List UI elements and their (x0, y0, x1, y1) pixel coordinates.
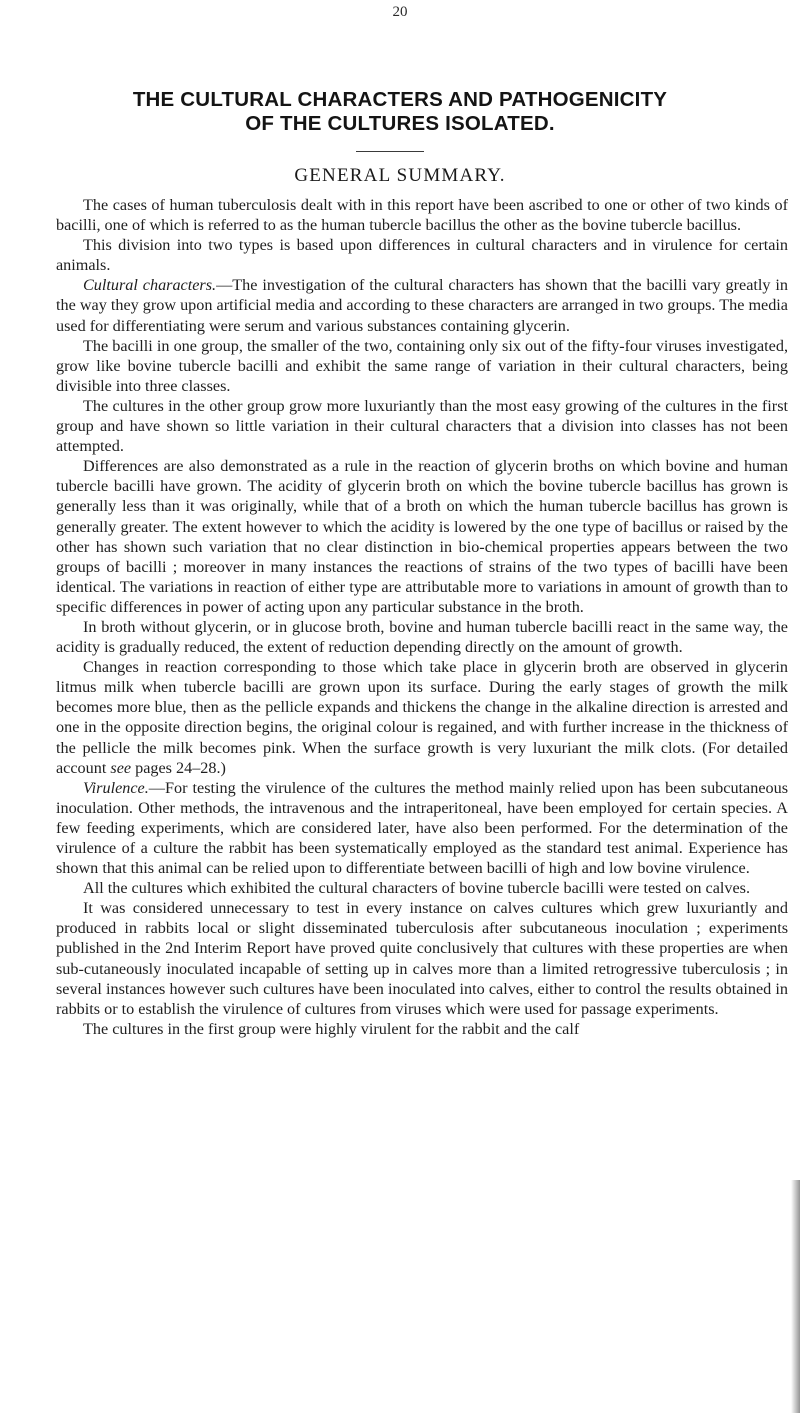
paragraph-tail: pages 24–28.) (131, 758, 226, 777)
page-number: 20 (392, 4, 408, 20)
paragraph (56, 778, 788, 878)
paragraph-text: The cases of human tuberculosis dealt with in this report have been ascribed to one or other of two kinds of bacilli, one of which is referred to as the human tubercle bacillus the other as the bovine tubercle bacillus. (56, 196, 788, 235)
section-heading: GENERAL SUMMARY. (294, 165, 506, 186)
paragraph (56, 878, 788, 898)
page-edge-shadow (791, 1180, 800, 1413)
paragraph-lead: Cultural characters. (83, 276, 217, 295)
paragraph-text: All the cultures which exhibited the cultural characters of bovine tubercle bacilli were tested on calves. (83, 879, 751, 898)
paragraph-text: In broth without glycerin, or in glucose broth, bovine and human tubercle bacilli react in the same way, the acidity is gradually reduced, the extent of reduction depending directly on the amount of growth. (56, 617, 788, 657)
paragraph (56, 1019, 788, 1039)
paragraph (56, 396, 788, 456)
title-line-2: OF THE CULTURES ISOLATED. (245, 112, 555, 135)
paragraph-lead: Virulence. (83, 778, 149, 797)
body-text (56, 195, 788, 1039)
paragraph (56, 456, 788, 617)
page-title (0, 88, 800, 136)
paragraph (56, 657, 788, 778)
paragraph-text: —The investigation of the cultural characters has shown that the bacilli vary greatly in the way they grow upon artificial media and according to these characters are arranged in two groups. The media used for differentiating were serum and various substances containing glycerin. (56, 276, 788, 335)
paragraph (56, 617, 788, 657)
paragraph (56, 235, 788, 275)
paragraph-text: Changes in reaction corresponding to those which take place in glycerin broth are observed in glycerin litmus milk when tubercle bacilli are grown upon its surface. During the early stages of growth the milk becomes more blue, then as the pellicle expands and thickens the change in the alkaline direction is arrested and one in the opposite direction begins, the original colour is regained, and with further increase in the thickness of the pellicle the milk becomes pink. When the surface growth is very luxuriant the milk clots. (For detailed account (56, 658, 788, 777)
paragraph (56, 336, 788, 396)
see-reference: see (110, 758, 132, 777)
paragraph-text: This division into two types is based upon differences in cultural characters and in virulence for certain animals. (56, 236, 788, 275)
paragraph-text: —For testing the virulence of the cultures the method mainly relied upon has been subcutaneous inoculation. Other methods, the intravenous and the intraperitoneal, have been employed for certain species. A few feeding experiments, which are considered later, have also been performed. For the determination of the virulence of a culture the rabbit has been systematically employed as the standard test animal. Experience has shown that this animal can be relied upon to differentiate between bacilli of high and low bovine virulence. (56, 778, 788, 878)
paragraph-text: The cultures in the first group were highly virulent for the rabbit and the calf (83, 1019, 580, 1038)
paragraph-text: Differences are also demonstrated as a rule in the reaction of glycerin broths on which bovine and human tubercle bacilli have grown. The acidity of glycerin broth on which the bovine tubercle bacillus has grown is generally less than it was originally, while that of a broth on which the human tubercle bacillus has grown is generally greater. The extent however to which the acidity is lowered by the one type of bacillus or raised by the other has shown such variation that no clear distinction in bio-chemical properties appears between the two groups of bacilli ; moreover in many instances the reactions of strains of the two types of bacilli have been identical. The variations in reaction of either type are attributable more to variations in amount of growth than to specific differences in power of acting upon any particular substance in the broth. (56, 457, 788, 616)
paragraph-text: The cultures in the other group grow more luxuriantly than the most easy growing of the cultures in the first group and have shown so little variation in their cultural characters that a division into classes has not been attempted. (56, 396, 788, 456)
title-divider (356, 151, 424, 152)
title-line-1: THE CULTURAL CHARACTERS AND PATHOGENICITY (132, 88, 668, 111)
paragraph (56, 195, 788, 235)
paragraph (56, 898, 788, 1019)
paragraph (56, 275, 788, 335)
paragraph-text: The bacilli in one group, the smaller of the two, containing only six out of the fifty-four viruses investigated, grow like bovine tubercle bacilli and exhibit the same range of variation in their cultural characters, being divisible into three classes. (56, 336, 788, 395)
paragraph-text: It was considered unnecessary to test in every instance on calves cultures which grew luxuriantly and produced in rabbits local or slight disseminated tuberculosis after subcutaneous inoculation ; experiments published in the 2nd Interim Report have proved quite conclusively that cultures with these properties are when sub-cutaneously inoculated incapable of setting up in calves more than a limited retrogressive tuberculosis ; in several instances however such cultures have been inoculated into calves, either to control the results obtained in rabbits or to establish the virulence of cultures from viruses which were used for passage experiments. (56, 899, 788, 1018)
